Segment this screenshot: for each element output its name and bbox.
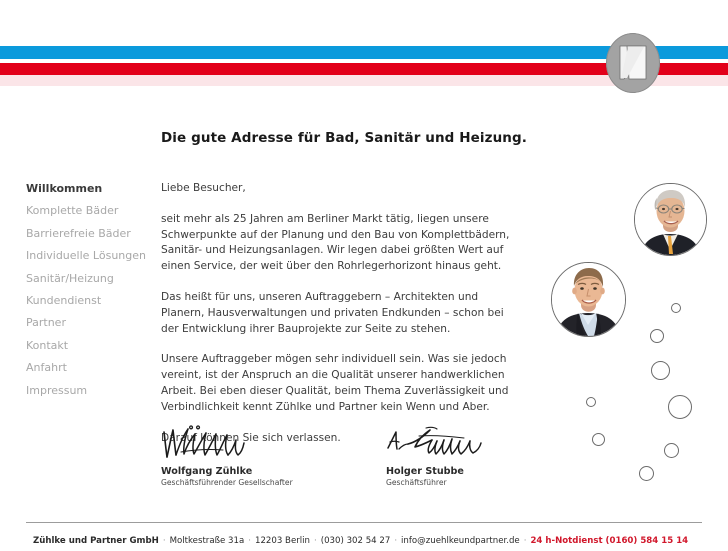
bubble-icon: [671, 303, 681, 313]
sidebar-item-anfahrt[interactable]: Anfahrt: [26, 361, 67, 375]
footer-email[interactable]: info@zuehlkeundpartner.de: [401, 536, 520, 546]
main-content: [161, 181, 513, 446]
body-paragraph-1: seit mehr als 25 Jahren am Berliner Markt tätig, liegen unsere Schwerpunkte auf der Planung und den Bau von Komplettbädern, Sanitär- und Heizungsanlagen. Wir legen dabei größten Wert auf einen Service, der weit über den Rohrlegerhorizont hinaus geht.: [161, 212, 510, 273]
sidebar-item-barrierefreie-baeder[interactable]: Barrierefreie Bäder: [26, 226, 131, 240]
footer-separator: ·: [248, 536, 251, 546]
bubble-icon: [664, 443, 679, 458]
sidebar-item-individuelle-loesungen[interactable]: Individuelle Lösungen: [26, 249, 146, 263]
footer-company-name: Zühlke und Partner GmbH: [33, 536, 159, 546]
footer-divider: [26, 522, 702, 523]
footer-phone[interactable]: (030) 302 54 27: [320, 536, 391, 546]
signature-mark-stubbe-icon: [386, 424, 521, 462]
sidebar-nav: [26, 182, 156, 406]
footer: [33, 536, 688, 546]
sidebar-item-komplette-baeder[interactable]: Komplette Bäder: [26, 204, 119, 218]
bubble-icon: [639, 466, 654, 481]
signature-block-stubbe: [386, 424, 521, 487]
salutation-text: Liebe Besucher,: [161, 182, 246, 194]
portrait-wolfgang-zuehlke: [634, 183, 707, 256]
sidebar-item-kundendienst[interactable]: Kundendienst: [26, 293, 102, 307]
signature-mark-zuehlke-icon: [161, 424, 296, 462]
footer-emergency-number[interactable]: 24 h-Notdienst (0160) 584 15 14: [530, 536, 689, 546]
bubble-icon: [651, 361, 670, 380]
footer-city: 12203 Berlin: [254, 536, 310, 546]
signature-role-stubbe: Geschäftsführer: [386, 478, 447, 487]
signature-block-zuehlke: [161, 424, 296, 487]
sidebar-item-impressum[interactable]: Impressum: [26, 383, 88, 397]
signature-name-zuehlke: Wolfgang Zühlke: [161, 466, 253, 477]
sidebar-item-sanitaer-heizung[interactable]: Sanitär/Heizung: [26, 271, 114, 285]
sidebar-item-willkommen[interactable]: Willkommen: [26, 182, 103, 195]
sidebar-item-kontakt[interactable]: Kontakt: [26, 338, 69, 352]
footer-separator: ·: [394, 536, 398, 546]
footer-street: Moltkestraße 31a: [169, 536, 245, 546]
body-paragraph-3: Unsere Auftraggeber mögen sehr individuell sein. Was sie jedoch vereint, ist der Anspruch an die Qualität unserer handwerklichen Arbeit. Bei eben dieser Qualität, beim Thema Zuverlässigkeit und Verbindlichkeit kennt Zühlke und Partner kein Wenn und Aber.: [161, 353, 509, 413]
bubble-icon: [668, 395, 692, 419]
closing-text: Darauf können Sie sich verlassen.: [161, 431, 341, 444]
footer-separator: ·: [523, 536, 527, 546]
footer-separator: ·: [162, 536, 166, 546]
portrait-holger-stubbe: [551, 262, 626, 337]
signature-role-zuehlke: Geschäftsführender Gesellschafter: [161, 478, 293, 487]
signature-name-stubbe: Holger Stubbe: [386, 466, 464, 477]
body-paragraph-2: Das heißt für uns, unseren Auftraggebern – Architekten und Planern, Hausverwaltungen und privaten Endkunden – schon bei der Entwicklung ihrer Bauprojekte zur Seite zu stehen.: [161, 290, 504, 335]
bubble-icon: [650, 329, 664, 343]
bubble-icon: [586, 397, 596, 407]
footer-separator: ·: [314, 536, 317, 546]
header-banner: [0, 0, 728, 95]
bubble-icon: [592, 433, 605, 446]
sidebar-item-partner[interactable]: Partner: [26, 316, 66, 330]
zuehlke-partner-logo-icon[interactable]: [606, 33, 660, 93]
page-title: Die gute Adresse für Bad, Sanitär und Heizung.: [161, 130, 527, 146]
